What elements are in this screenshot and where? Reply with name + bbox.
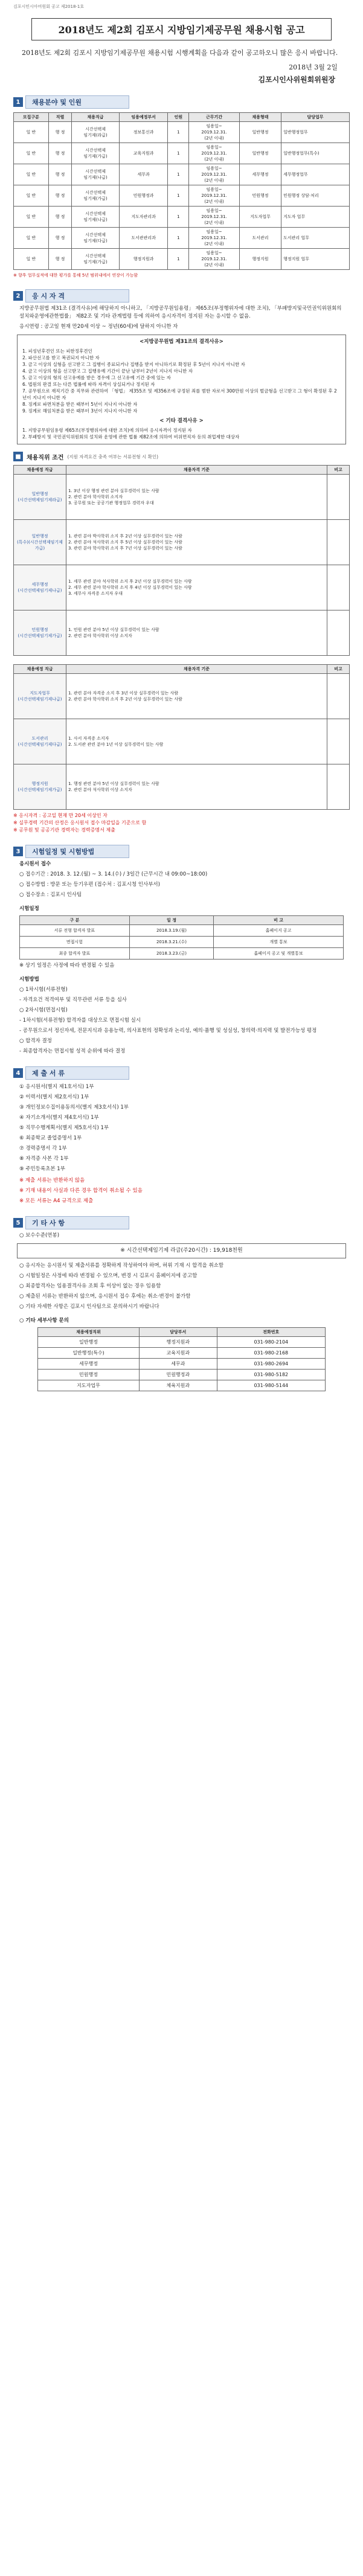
- criteria-cell: 1. 사서 자격증 소지자 2. 도서관 관련 분야 1년 이상 실무경력이 있는 사람: [66, 719, 327, 764]
- table-cell: 행 정: [48, 143, 72, 164]
- signer: 김포시인사위원회위원장: [258, 75, 335, 84]
- disqualification-item: 1. 피성년후견인 또는 피한정후견인: [22, 348, 92, 354]
- table-row: [20, 925, 344, 937]
- table-cell: 시간선택제 임기제(다급): [72, 228, 119, 249]
- criteria-cell: 1. 3년 이상 행정 관련 분야 실무경력이 있는 사람 2. 관련 분야 학사학위 소지자 3. 공무원 또는 공공기관 행정업무 경력자 우대: [66, 475, 327, 520]
- note-cell: [327, 520, 350, 565]
- etc-line: ○ 응시자는 응시원서 및 제출서류를 정확하게 작성하여야 하며, 허위 기재 시 합격을 취소함: [19, 1263, 224, 1269]
- table-cell: 행 정: [48, 185, 72, 207]
- intro-text: 2018년도 제2회 김포시 지방임기제공무원 채용시험 시행계획을 다음과 같이 공고하오니 많은 응시 바랍니다.: [22, 49, 338, 57]
- method-line: ○ 2차시험(면접시험): [19, 1007, 68, 1013]
- column-header: 임용예정부서: [119, 113, 168, 122]
- disqualification-item: 2. 파산선고를 받고 복권되지 아니한 자: [22, 355, 100, 360]
- table-cell: 행 정: [48, 207, 72, 228]
- recruitment-table: [13, 112, 350, 270]
- table-cell: 교육지원과: [119, 143, 168, 164]
- section-title: 제 출 서 류: [25, 1066, 129, 1080]
- disqualification-item: 4. 금고 이상의 형을 선고받고 그 집행유예 기간이 끝난 날부터 2년이 지나지 아니한 자: [22, 368, 193, 374]
- table-row: [14, 249, 350, 270]
- table-cell: 지도자관리과: [119, 207, 168, 228]
- table-cell: 1: [168, 185, 189, 207]
- position-cell: 민원행정 (시간선택제임기제가급): [14, 610, 66, 656]
- document-item: ⑦ 경력증명서 각 1부: [19, 1145, 67, 1152]
- table-cell: 일 반: [14, 164, 49, 185]
- box2-title: < 기타 결격사유 >: [159, 418, 204, 424]
- table-row: [14, 610, 350, 656]
- section-title: 시험일정 및 시험방법: [25, 845, 129, 858]
- document-note: ※ 제출 서류는 반환하지 않음: [19, 1177, 85, 1184]
- method-line: - 자격요건 적격여부 및 직무관련 서류 등을 심사: [19, 997, 127, 1003]
- position-cell: 일반행정 (특수)(시간선택제임기제가급): [14, 520, 66, 565]
- section-4-header: [13, 1066, 350, 1080]
- column-header: 비 고: [214, 916, 344, 925]
- table-cell: 세무과: [119, 164, 168, 185]
- column-header: 담당업무: [281, 113, 350, 122]
- table-cell: 세무과: [140, 1359, 217, 1370]
- req-header: [13, 452, 350, 461]
- page-title: 2018년도 제2회 김포시 지방임기제공무원 채용시험 공고: [31, 18, 332, 40]
- criteria-cell: 1. 민원 관련 분야 5년 이상 실무경력이 있는 사람 2. 관련 분야 학사학위 이상 소지자: [66, 610, 327, 656]
- requirement-table-2: [13, 664, 350, 810]
- table-cell: 031-980-2168: [217, 1348, 325, 1359]
- table-cell: 홈페이지 공고 및 개별통보: [214, 948, 344, 960]
- table-cell: 행정지원과: [140, 1337, 217, 1348]
- position-cell: 도서관리 (시간선택제임기제다급): [14, 719, 66, 764]
- announcement-date: 2018년 3월 2일: [289, 63, 338, 71]
- etc-line: ○ 제출된 서류는 반환하지 않으며, 응시원서 접수 후에는 취소·변경이 불가함: [19, 1293, 191, 1299]
- req-title: 채용직위 조건: [27, 454, 64, 461]
- table-cell: 일반행정: [38, 1337, 140, 1348]
- etc-line: ○ 최종합격자는 임용결격사유 조회 후 이상이 없는 경우 임용함: [19, 1283, 161, 1289]
- table-cell: 행 정: [48, 164, 72, 185]
- disqualification-item: 3. 금고 이상의 실형을 선고받고 그 집행이 종료되거나 집행을 받지 아니하기로 확정된 후 5년이 지나지 아니한 자: [22, 362, 245, 367]
- column-header: 채용예정 직급: [14, 665, 66, 674]
- schedule-subtitle-3: 시험방법: [19, 976, 39, 982]
- table-cell: 서류 전형 합격자 발표: [20, 925, 130, 937]
- column-header: 담당부서: [140, 1328, 217, 1337]
- bullet-icon: ■: [13, 452, 23, 461]
- column-header: 근무기간: [189, 113, 240, 122]
- disqualification-item: 6. 법원의 판결 또는 다른 법률에 따라 자격이 상실되거나 정지된 자: [22, 382, 155, 387]
- column-header: 채용자격 기준: [66, 466, 327, 475]
- table-cell: 지도자업무: [38, 1380, 140, 1391]
- note-cell: [327, 719, 350, 764]
- document-item: ④ 자기소개서(별지 제4호서식) 1부: [19, 1115, 99, 1121]
- table-cell: 홈페이지 공고: [214, 925, 344, 937]
- column-header: 전화번호: [217, 1328, 325, 1337]
- section-number: 2: [13, 291, 23, 301]
- table-row: [38, 1380, 326, 1391]
- schedule-subtitle-1: 응시원서 접수: [19, 861, 51, 867]
- column-header: 구 분: [20, 916, 130, 925]
- column-header: 채용직급: [72, 113, 119, 122]
- table-cell: 행정지원: [239, 249, 281, 270]
- header-note: 김포시민시아비원회 공고 제2018-1호: [13, 4, 85, 9]
- column-header: 인원: [168, 113, 189, 122]
- table-cell: 일반행정(특수): [38, 1348, 140, 1359]
- table-row: [14, 719, 350, 764]
- etc-line: ○ 시험일정은 사정에 따라 변경될 수 있으며, 변경 시 김포시 홈페이지에 공고함: [19, 1273, 198, 1279]
- table-cell: 민원행정 상담·처리: [281, 185, 350, 207]
- box-title: <지방공무원법 제31조의 결격사유>: [140, 339, 223, 345]
- section-3-header: [13, 845, 350, 858]
- table-cell: 1: [168, 143, 189, 164]
- age-requirement: 응시연령 : 공고일 현재 만20세 이상 ~ 정년(60세)에 달하지 아니한 자: [19, 324, 178, 330]
- table-cell: 임용일~ 2019.12.31. (2년 이내): [189, 249, 240, 270]
- method-line: - 최종합격자는 면접시험 성적 순위에 따라 결정: [19, 1048, 126, 1054]
- note-cell: [327, 475, 350, 520]
- position-cell: 행정지원 (시간선택제임기제가급): [14, 764, 66, 810]
- table-row: [14, 228, 350, 249]
- document-item: ① 응시원서(별지 제1호서식) 1부: [19, 1084, 94, 1090]
- pay-box: ※ 시간선택제임기제 라급(주20시간) : 19,918천원: [17, 1243, 346, 1258]
- section-5-header: [13, 1216, 350, 1229]
- table-cell: 세무행정업무: [281, 164, 350, 185]
- section-number: 1: [13, 97, 23, 107]
- document-item: ⑤ 직무수행계획서(별지 제5호서식) 1부: [19, 1125, 109, 1131]
- table-cell: 일반행정업무(특수): [281, 143, 350, 164]
- table-cell: 031-980-5144: [217, 1380, 325, 1391]
- qualification-intro: 지방공무원법 제31조 (결격사유)에 해당하지 아니하고, 「지방공무원임용령」 제65조(부정행위자에 대한 조치), 「부패방지및국민권익위원회의설치와운영에관한법률」 제82조 및 기타 관계법령 등에 의하여 응시자격이 정지된 자는 응시할 수 없음.: [19, 306, 342, 319]
- table-cell: 일 반: [14, 249, 49, 270]
- table-cell: 개별 통보: [214, 937, 344, 948]
- table-row: [38, 1337, 326, 1348]
- column-header: 채용예정 직급: [14, 466, 66, 475]
- note-cell: [327, 674, 350, 719]
- column-header: 직렬: [48, 113, 72, 122]
- table-cell: 시간선택제 임기제(가급): [72, 249, 119, 270]
- table-cell: 시간선택제 임기제(가급): [72, 185, 119, 207]
- table-cell: 1: [168, 228, 189, 249]
- criteria-cell: 1. 세무 관련 분야 석사학위 소지 후 2년 이상 실무경력이 있는 사람 2. 세무 관련 분야 학사학위 소지 후 4년 이상 실무경력이 있는 사람 3. 세무사 자격증 소지자 우대: [66, 565, 327, 610]
- table-row: [20, 948, 344, 960]
- table-cell: 체육지원과: [140, 1380, 217, 1391]
- requirement-note: ※ 공무원 및 공공기관 경력자는 경력증명서 제출: [13, 827, 115, 833]
- table-cell: 행 정: [48, 249, 72, 270]
- table-cell: 시간선택제 임기제(라급): [72, 122, 119, 143]
- disqualification-item: 9. 징계로 해임처분을 받은 때부터 3년이 지나지 아니한 자: [22, 408, 138, 414]
- table-cell: 지도자업무: [239, 207, 281, 228]
- other-disqualification-item: 1. 지방공무원임용령 제65조(부정행위자에 대한 조치)에 의하여 응시자격이 정지된 자: [22, 428, 192, 433]
- table-cell: 일 반: [14, 122, 49, 143]
- table-cell: 임용일~ 2019.12.31. (2년 이내): [189, 207, 240, 228]
- table-cell: 민원행정: [38, 1370, 140, 1380]
- schedule-note: ※ 상기 일정은 사정에 따라 변경될 수 있음: [19, 963, 115, 969]
- application-line: ○ 접수방법 : 방문 또는 등기우편 (접수처 : 김포시청 인사부서): [19, 882, 160, 888]
- schedule-table: [19, 915, 344, 960]
- table-row: [14, 674, 350, 719]
- method-line: ○ 1차시험(서류전형): [19, 987, 68, 993]
- table-cell: 행정지원 업무: [281, 249, 350, 270]
- position-cell: 일반행정 (시간선택제임기제라급): [14, 475, 66, 520]
- disqualification-item: 5. 금고 이상의 형의 선고유예를 받은 경우에 그 선고유예 기간 중에 있는 자: [22, 375, 171, 380]
- table-cell: 도서관관리과: [119, 228, 168, 249]
- table-cell: 임용일~ 2019.12.31. (2년 이내): [189, 185, 240, 207]
- section-title: 채용분야 및 인원: [25, 95, 129, 109]
- column-header: 모집구분: [14, 113, 49, 122]
- table-cell: 임용일~ 2019.12.31. (2년 이내): [189, 228, 240, 249]
- column-header: 채용자격 기준: [66, 665, 327, 674]
- table-cell: 2018.3.21.(수): [129, 937, 213, 948]
- table-cell: 행 정: [48, 122, 72, 143]
- table-cell: 2018.3.19.(월): [129, 925, 213, 937]
- requirement-table: [13, 465, 350, 656]
- method-line: - 1차시험(서류전형) 합격자를 대상으로 면접시험 실시: [19, 1017, 141, 1024]
- table-cell: 세무행정: [38, 1359, 140, 1370]
- table-row: [14, 122, 350, 143]
- table-cell: 시간선택제 임기제(가급): [72, 143, 119, 164]
- table-row: [20, 937, 344, 948]
- table-cell: 임용일~ 2019.12.31. (2년 이내): [189, 122, 240, 143]
- contact-title: ○ 기타 세부사항 문의: [19, 1318, 69, 1324]
- section-title: 응 시 자 격: [25, 289, 129, 303]
- criteria-cell: 1. 관련 분야 박사학위 소지 후 2년 이상 실무경력이 있는 사람 2. 관련 분야 석사학위 소지 후 5년 이상 실무경력이 있는 사람 3. 관련 분야 학사학위 소지 후 7년 이상 실무경력이 있는 사람: [66, 520, 327, 565]
- criteria-cell: 1. 행정 관련 분야 5년 이상 실무경력이 있는 사람 2. 관련 분야 석사학위 이상 소지자: [66, 764, 327, 810]
- requirement-note: ※ 응시자격 : 공고일 현재 만 20세 이상인 자: [13, 813, 108, 818]
- table-cell: 최종 합격자 발표: [20, 948, 130, 960]
- note-cell: [327, 610, 350, 656]
- pay-title: ○ 보수수준(연봉): [19, 1232, 60, 1238]
- table-cell: 1: [168, 122, 189, 143]
- table-cell: 일반행정: [239, 143, 281, 164]
- table-row: [38, 1370, 326, 1380]
- table-cell: 일 반: [14, 143, 49, 164]
- table-cell: 1: [168, 207, 189, 228]
- table-cell: 2018.3.23.(금): [129, 948, 213, 960]
- table-footnote: ※ 향후 업무실적에 대한 평가를 통해 5년 범위내에서 연장이 가능함: [13, 273, 138, 278]
- table-cell: 일반행정: [239, 122, 281, 143]
- method-line: - 공무원으로서 정신자세, 전문지식과 응용능력, 의사표현의 정확성과 논리성, 예의·품행 및 성실성, 창의력·의지력 및 발전가능성 평정: [19, 1028, 317, 1034]
- schedule-subtitle-2: 시험일정: [19, 906, 39, 912]
- table-cell: 도서관리: [239, 228, 281, 249]
- document-note: ※ 모든 서류는 A4 규격으로 제출: [19, 1198, 94, 1204]
- table-row: [38, 1359, 326, 1370]
- table-cell: 임용일~ 2019.12.31. (2년 이내): [189, 143, 240, 164]
- table-cell: 시간선택제 임기제(나급): [72, 164, 119, 185]
- table-row: [14, 207, 350, 228]
- section-number: 5: [13, 1218, 23, 1228]
- criteria-cell: 1. 관련 분야 자격증 소지 후 3년 이상 실무경력이 있는 사람 2. 관련 분야 학사학위 소지 후 2년 이상 실무경력이 있는 사람: [66, 674, 327, 719]
- table-cell: 일 반: [14, 228, 49, 249]
- table-row: [14, 185, 350, 207]
- table-cell: 교육지원과: [140, 1348, 217, 1359]
- section-title: 기 타 사 항: [25, 1216, 129, 1229]
- document-note: ※ 기재 내용이 사실과 다른 경우 합격이 취소될 수 있음: [19, 1188, 143, 1194]
- table-cell: 031-980-2104: [217, 1337, 325, 1348]
- table-cell: 031-980-2694: [217, 1359, 325, 1370]
- requirement-note: ※ 실무경력 기간의 산정은 응시원서 접수 마감일을 기준으로 함: [13, 820, 147, 825]
- contact-table: [37, 1327, 326, 1391]
- disqualification-item: 8. 징계로 파면처분을 받은 때부터 5년이 지나지 아니한 자: [22, 402, 138, 407]
- disqualification-item: 7. 공무원으로 재직기간 중 직무와 관련하여 「형법」 제355조 및 제356조에 규정된 죄를 범한 자로서 300만원 이상의 벌금형을 선고받고 그 형이 확정된 후 2년이 지나지 아니한 자: [22, 388, 337, 400]
- table-cell: 정보통신과: [119, 122, 168, 143]
- disqualification-box: [17, 335, 346, 444]
- table-cell: 일 반: [14, 207, 49, 228]
- position-cell: 지도자업무 (시간선택제임기제나급): [14, 674, 66, 719]
- table-row: [14, 164, 350, 185]
- table-row: [14, 764, 350, 810]
- table-cell: 시간선택제 임기제(나급): [72, 207, 119, 228]
- table-cell: 임용일~ 2019.12.31. (2년 이내): [189, 164, 240, 185]
- etc-line: ○ 기타 자세한 사항은 김포시 인사팀으로 문의하시기 바랍니다: [19, 1304, 159, 1310]
- table-cell: 1: [168, 164, 189, 185]
- table-cell: 도서관리 업무: [281, 228, 350, 249]
- table-cell: 031-980-5182: [217, 1370, 325, 1380]
- req-subtitle: (지원 자격요건 충족 여부는 서류전형 시 확인): [67, 453, 159, 460]
- note-cell: [327, 764, 350, 810]
- column-header: 채용예정직위: [38, 1328, 140, 1337]
- other-disqualification-item: 2. 부패방지 및 국민권익위원회의 설치와 운영에 관한 법률 제82조에 의하여 비위면직자 등의 취업제한 대상자: [22, 434, 240, 440]
- note-cell: [327, 565, 350, 610]
- table-cell: 민원행정: [239, 185, 281, 207]
- table-cell: 일반행정업무: [281, 122, 350, 143]
- column-header: 채용형태: [239, 113, 281, 122]
- application-line: ○ 접수장소 : 김포시 인사팀: [19, 892, 82, 898]
- section-number: 3: [13, 847, 23, 856]
- table-row: [38, 1348, 326, 1359]
- section-1-header: [13, 95, 350, 109]
- table-cell: 민원행정과: [119, 185, 168, 207]
- position-cell: 세무행정 (시간선택제임기제나급): [14, 565, 66, 610]
- table-cell: 세무행정: [239, 164, 281, 185]
- column-header: 비고: [327, 466, 350, 475]
- table-row: [14, 143, 350, 164]
- table-row: [14, 565, 350, 610]
- column-header: 비고: [327, 665, 350, 674]
- section-2-header: [13, 289, 350, 303]
- section-number: 4: [13, 1068, 23, 1078]
- table-cell: 민원행정과: [140, 1370, 217, 1380]
- application-line: ○ 접수기간 : 2018. 3. 12.(월) ~ 3. 14.(수) / 3일간 (근무시간 내 09:00~18:00): [19, 871, 208, 877]
- table-row: [14, 475, 350, 520]
- table-cell: 지도자 업무: [281, 207, 350, 228]
- column-header: 일 정: [129, 916, 213, 925]
- table-row: [14, 520, 350, 565]
- table-cell: 행 정: [48, 228, 72, 249]
- document-item: ⑥ 최종학교 졸업증명서 1부: [19, 1135, 82, 1141]
- table-cell: 1: [168, 249, 189, 270]
- document-item: ⑧ 자격증 사본 각 1부: [19, 1156, 69, 1162]
- method-line: ○ 합격자 결정: [19, 1038, 52, 1044]
- table-cell: 면접시험: [20, 937, 130, 948]
- table-cell: 행정지원과: [119, 249, 168, 270]
- document-item: ⑨ 주민등록초본 1부: [19, 1166, 65, 1172]
- document-item: ③ 개인정보수집이용동의서(별지 제3호서식) 1부: [19, 1104, 129, 1110]
- document-item: ② 이력서(별지 제2호서식) 1부: [19, 1094, 89, 1100]
- table-cell: 일 반: [14, 185, 49, 207]
